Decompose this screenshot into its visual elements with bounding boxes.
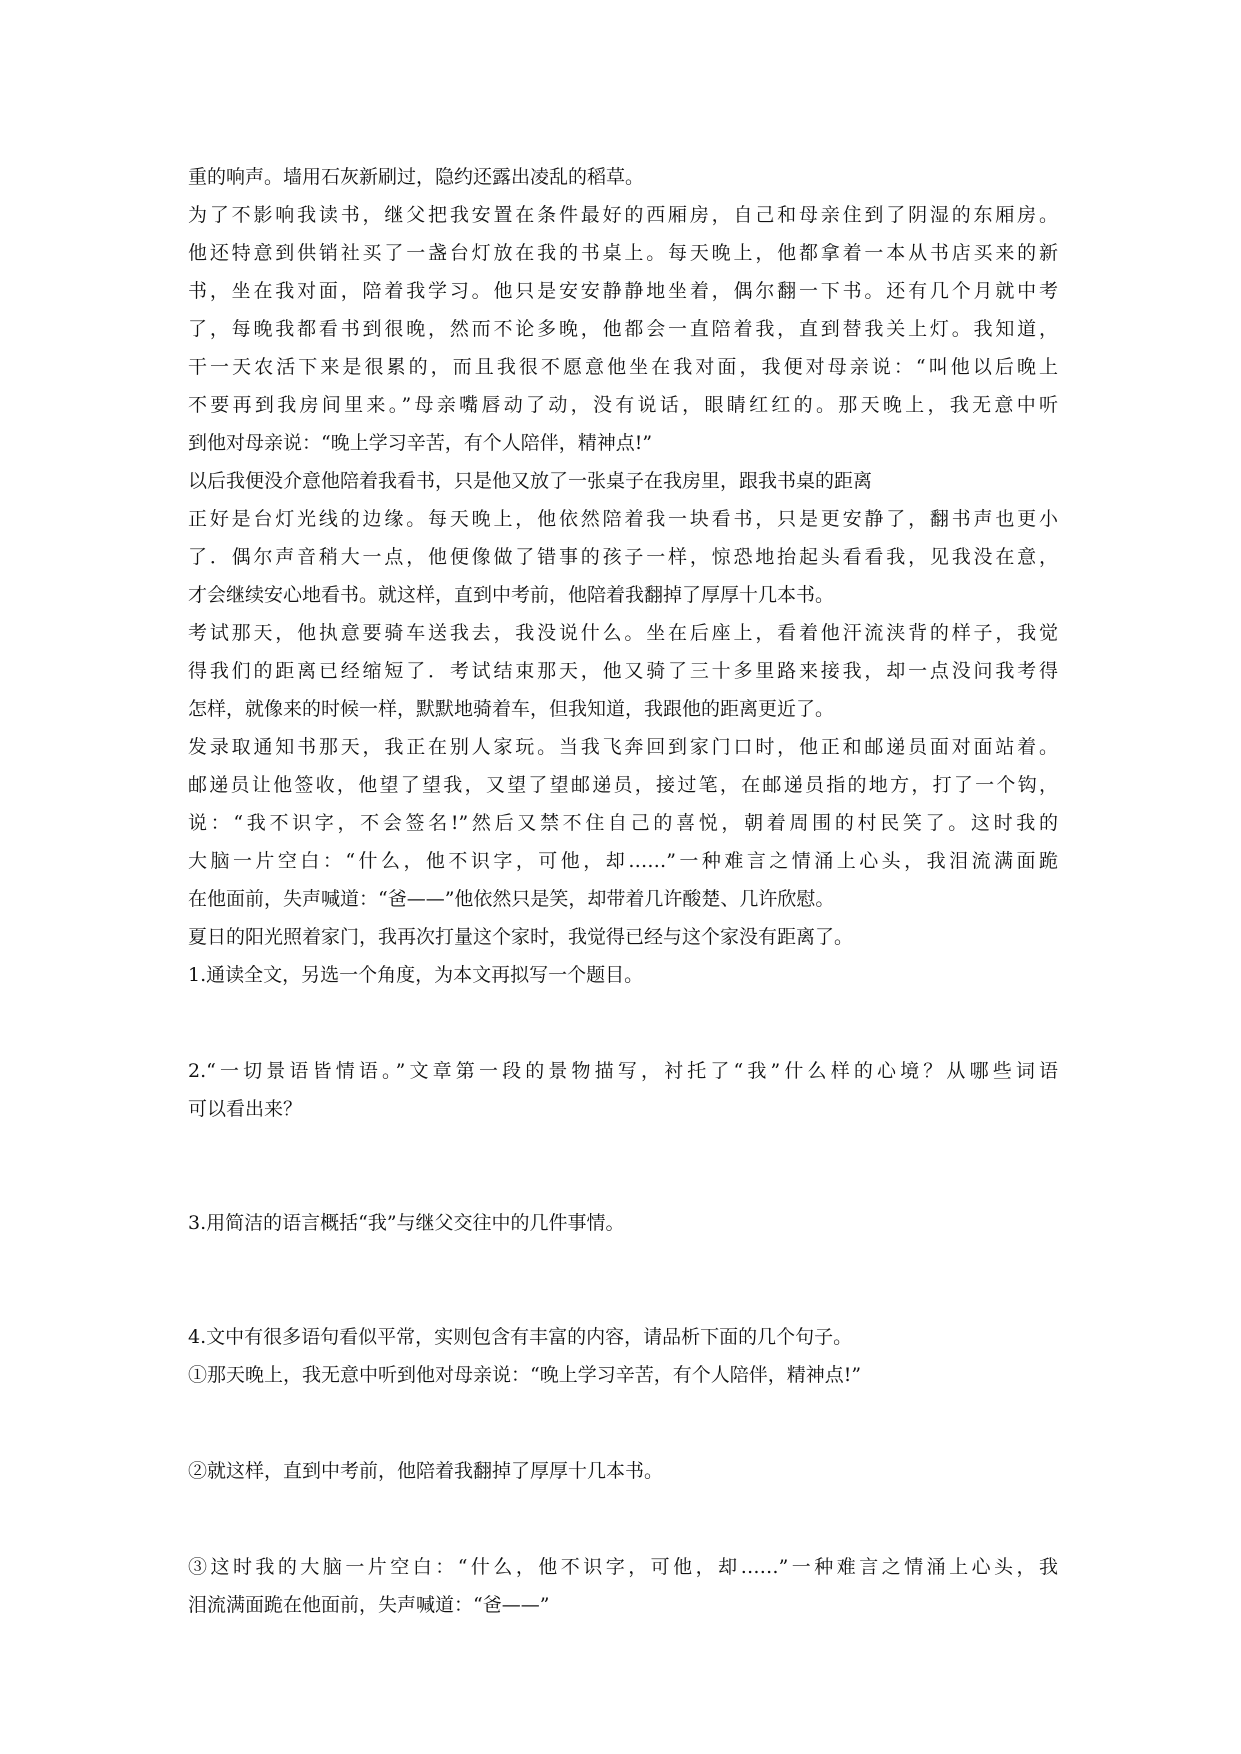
paragraph-line: 邮递员让他签收，他望了望我，又望了望邮递员，接过笔，在邮递员指的地方，打了一个钩，	[188, 774, 1058, 796]
document-body	[188, 158, 1058, 1624]
paragraph-line: 怎样，就像来的时候一样，默默地骑着车，但我知道，我跟他的距离更近了。	[188, 698, 835, 720]
paragraph-line: 大脑一片空白：“什么，他不识字，可他，却……”一种难言之情涌上心头，我泪流满面跪	[188, 850, 1058, 872]
paragraph-line: 为了不影响我读书，继父把我安置在条件最好的西厢房，自己和母亲住到了阴湿的东厢房。	[188, 204, 1058, 226]
question-2: 2.“一切景语皆情语。”文章第一段的景物描写，衬托了“我”什么样的心境？从哪些词语	[188, 1060, 1058, 1082]
paragraph-line: 不要再到我房间里来。”母亲嘴唇动了动，没有说话，眼睛红红的。那天晚上，我无意中听	[188, 394, 1058, 416]
paragraph-line: 得我们的距离已经缩短了．考试结束那天，他又骑了三十多里路来接我，却一点没问我考得	[188, 660, 1058, 682]
paragraph-line: 在他面前，失声喊道：“爸——”他依然只是笑，却带着几许酸楚、几许欣慰。	[188, 888, 835, 910]
paragraph-line: 以后我便没介意他陪着我看书，只是他又放了一张桌子在我房里，跟我书桌的距离	[188, 470, 873, 492]
paragraph-line: 他还特意到供销社买了一盏台灯放在我的书桌上。每天晚上，他都拿着一本从书店买来的新	[188, 242, 1058, 264]
paragraph-line: 考试那天，他执意要骑车送我去，我没说什么。坐在后座上，看着他汗流浃背的样子，我觉	[188, 622, 1058, 644]
paragraph-line: 夏日的阳光照着家门，我再次打量这个家时，我觉得已经与这个家没有距离了。	[188, 926, 854, 948]
paragraph-line: 正好是台灯光线的边缘。每天晚上，他依然陪着我一块看书，只是更安静了，翻书声也更小	[188, 508, 1058, 530]
question-1: 1.通读全文，另选一个角度，为本文再拟写一个题目。	[188, 964, 644, 986]
paragraph-line: 了，每晚我都看书到很晚，然而不论多晚，他都会一直陪着我，直到替我关上灯。我知道，	[188, 318, 1058, 340]
paragraph-line: 干一天农活下来是很累的，而且我很不愿意他坐在我对面，我便对母亲说：“叫他以后晚上	[188, 356, 1058, 378]
paragraph-line: 重的响声。墙用石灰新刷过，隐约还露出凌乱的稻草。	[188, 166, 645, 188]
question-4-item-2: ②就这样，直到中考前，他陪着我翻掉了厚厚十几本书。	[188, 1460, 664, 1482]
question-4-item-3-continued: 泪流满面跪在他面前，失声喊道：“爸——”	[188, 1594, 550, 1616]
paragraph-line: 发录取通知书那天，我正在别人家玩。当我飞奔回到家门口时，他正和邮递员面对面站着。	[188, 736, 1058, 758]
paragraph-line: 说：“我不识字，不会签名!”然后又禁不住自己的喜悦，朝着周围的村民笑了。这时我的	[188, 812, 1058, 834]
paragraph-line: 才会继续安心地看书。就这样，直到中考前，他陪着我翻掉了厚厚十几本书。	[188, 584, 835, 606]
question-4: 4.文中有很多语句看似平常，实则包含有丰富的内容，请品析下面的几个句子。	[188, 1326, 853, 1348]
question-4-item-3: ③这时我的大脑一片空白：“什么，他不识字，可他，却……”一种难言之情涌上心头，我	[188, 1556, 1058, 1578]
question-3: 3.用简洁的语言概括“我”与继父交往中的几件事情。	[188, 1212, 625, 1234]
question-4-item-1: ①那天晚上，我无意中听到他对母亲说：“晚上学习辛苦，有个人陪伴，精神点!”	[188, 1364, 862, 1386]
paragraph-line: 书，坐在我对面，陪着我学习。他只是安安静静地坐着，偶尔翻一下书。还有几个月就中考	[188, 280, 1058, 302]
paragraph-line: 了．偶尔声音稍大一点，他便像做了错事的孩子一样，惊恐地抬起头看看我，见我没在意，	[188, 546, 1058, 568]
paragraph-line: 到他对母亲说：“晚上学习辛苦，有个人陪伴，精神点!”	[188, 432, 653, 454]
question-2-continued: 可以看出来？	[188, 1098, 303, 1120]
